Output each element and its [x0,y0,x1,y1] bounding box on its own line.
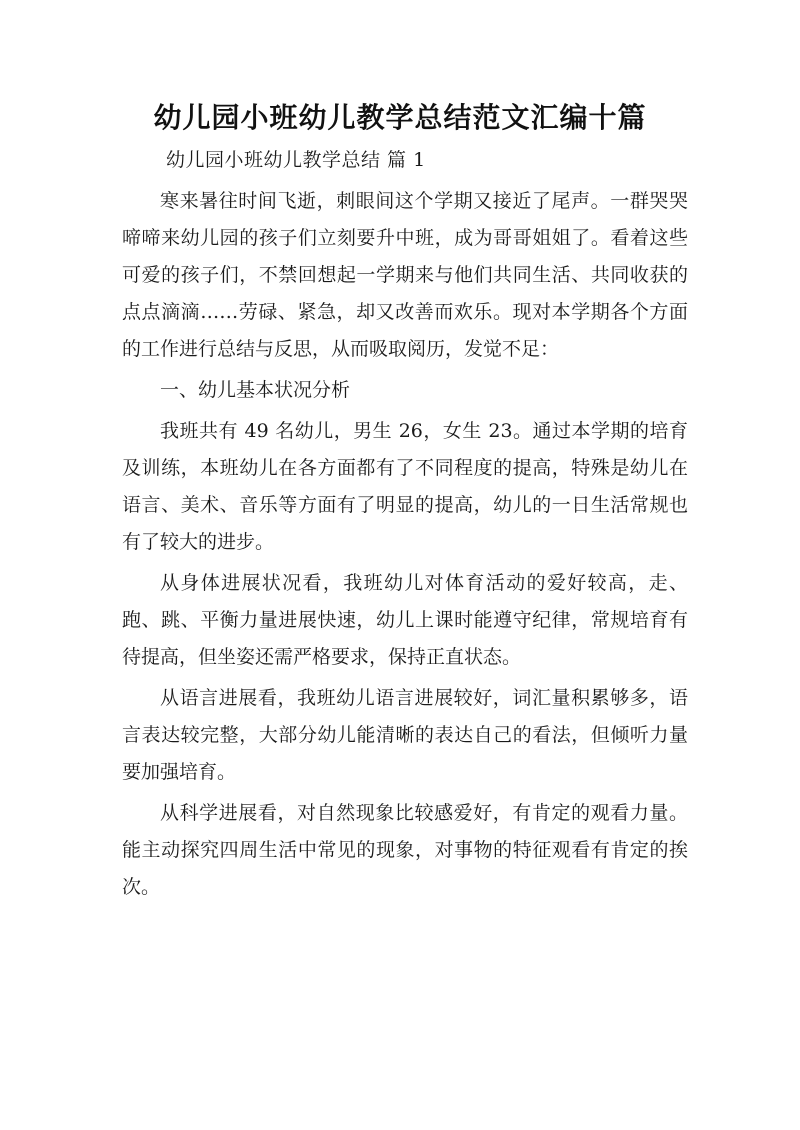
document-body [122,142,688,910]
paragraph-intro: 寒来暑往时间飞逝，刺眼间这个学期又接近了尾声。一群哭哭啼啼来幼儿园的孩子们立刻要升中班，成为哥哥姐姐了。看着这些可爱的孩子们，不禁回想起一学期来与他们共同生活、共同收获的点点滴滴……劳碌、紧急，却又改善而欢乐。现对本学期各个方面的工作进行总结与反思，从而吸取阅历，发觉不足： [122,190,688,360]
paragraph-language: 从语言进展看，我班幼儿语言进展较好，词汇量积累够多，语言表达较完整，大部分幼儿能清晰的表达自己的看法，但倾听力量要加强培育。 [122,687,688,783]
section-subtitle: 幼儿园小班幼儿教学总结 篇 1 [166,149,426,171]
document-title: 幼儿园小班幼儿教学总结范文汇编十篇 [153,101,647,134]
section-heading: 一、幼儿基本状况分析 [160,379,351,401]
paragraph-class-overview: 我班共有 49 名幼儿，男生 26，女生 23。通过本学期的培育及训练，本班幼儿在各方面都有了不同程度的提高，特殊是幼儿在语言、美术、音乐等方面有了明显的提高，幼儿的一日生活常规也有了较大的进步。 [122,420,688,553]
paragraph-physical: 从身体进展状况看，我班幼儿对体育活动的爱好较高，走、跑、跳、平衡力量进展快速，幼儿上课时能遵守纪律，常规培育有待提高，但坐姿还需严格要求，保持正直状态。 [122,572,688,668]
paragraph-science: 从科学进展看，对自然现象比较感爱好，有肯定的观看力量。能主动探究四周生活中常见的现象，对事物的特征观看有肯定的挨次。 [122,802,688,898]
